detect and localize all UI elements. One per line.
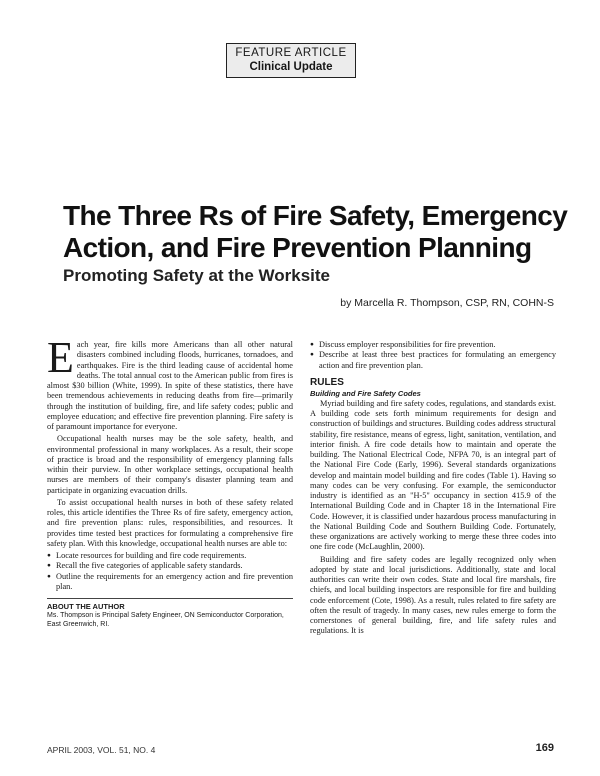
list-item: ● Discuss employer responsibilities for fire prevention. (310, 340, 556, 350)
author-byline: by Marcella R. Thompson, CSP, RN, COHN-S (340, 297, 554, 309)
body-paragraph: Myriad building and fire safety codes, regulations, and standards exist. A building code sets forth minimum requirements for design and construction of buildings and structures. Building codes address structural stability, fire resistance, means of egress, light, sanitation, ventilation, and interior finish. A fire code details how to maintain and operate the building. The National Electrical Code, NFPA 70, is an integral part of the National Fire Code (Early, 1996). Several standards organizations develop and maintain model building and fire codes (Table 1). Having so many codes can be very confusing. For example, the semiconductor industry is identified as an "H-5" occupancy in section 415.9 of the International Building Code and in Chapter 18 in the International Fire Code. However, it is classified under hazardous process manufacturing in the National Building Code and Southern Building Code. Fortunately, these organizations are actively working to merge these three codes into one fire code (McLaughlin, 2000). (310, 398, 556, 552)
list-item: ● Describe at least three best practices for formulating an emergency action and fire prevention plan. (310, 350, 556, 371)
left-column (47, 333, 293, 629)
objectives-list-continued (310, 340, 556, 371)
drop-cap: E (47, 333, 74, 382)
list-item: ● Outline the requirements for an emergency action and fire prevention plan. (47, 572, 293, 593)
body-paragraph: Building and fire safety codes are legally recognized only when adopted by state and local jurisdictions. Additionally, state and local authorities can write their own codes. State and local fire marshals, fire chiefs, and local building inspectors are responsible for fire and building code enforcement (Cote, 1998). As a result, rules related to fire safety are often the result of tragedy. In many cases, new rules emerge to form the cornerstones of general building, fire, and life safety rules and regulations. It is (310, 554, 556, 636)
right-column (310, 340, 556, 639)
page-number: 169 (535, 742, 554, 754)
objectives-list (47, 551, 293, 592)
intro-text: ach year, fire kills more Americans than all other natural disasters combined including floods, hurricanes, tornadoes, and earthquakes. Fire is the third leading cause of accidental home deaths. The total annual cost to the American public from fires is almost $30 billion (White, 1999). In spite of these statistics, there have been tremendous achievements in reducing deaths from fire—primarily through the institution of building, fire, and life safety codes; public and employee education; and effective fire prevention planning. Fire safety is of paramount importance for everyone. (47, 340, 293, 431)
issue-info: APRIL 2003, VOL. 51, NO. 4 (47, 745, 156, 755)
feature-article-box (226, 43, 356, 78)
section-label: Clinical Update (249, 61, 333, 73)
article-title: The Three Rs of Fire Safety, Emergency Action, and Fire Prevention Planning (63, 200, 568, 263)
body-paragraph: Occupational health nurses may be the sole safety, health, and environmental professional in many workplaces. As a result, their scope of practice is broad and the responsibility of emergency planning falls within their purview. In other workplace settings, occupational health nurses are members of their company's disaster planning team and participate in organizing evacuation drills. (47, 434, 293, 495)
body-paragraph: To assist occupational health nurses in both of these safety related roles, this article identifies the Three Rs of fire safety, emergency action, and fire prevention plans: rules, responsibilities, and resources. It provides time tested best practices for formulating a comprehensive fire safety plan. With this knowledge, occupational health nurses are able to: (47, 497, 293, 548)
feature-label: FEATURE ARTICLE (235, 47, 347, 59)
article-subtitle: Promoting Safety at the Worksite (63, 266, 331, 285)
list-item: ● Locate resources for building and fire code requirements. (47, 551, 293, 561)
about-author-heading: ABOUT THE AUTHOR (47, 602, 125, 611)
about-author-text: Ms. Thompson is Principal Safety Engineer, ON Semiconductor Corporation, East Greenwich, RI. (47, 612, 284, 628)
section-heading: RULES (310, 376, 344, 388)
intro-paragraph (47, 333, 293, 432)
subsection-heading: Building and Fire Safety Codes (310, 388, 421, 398)
divider (47, 598, 293, 599)
list-item: ● Recall the five categories of applicable safety standards. (47, 561, 293, 571)
